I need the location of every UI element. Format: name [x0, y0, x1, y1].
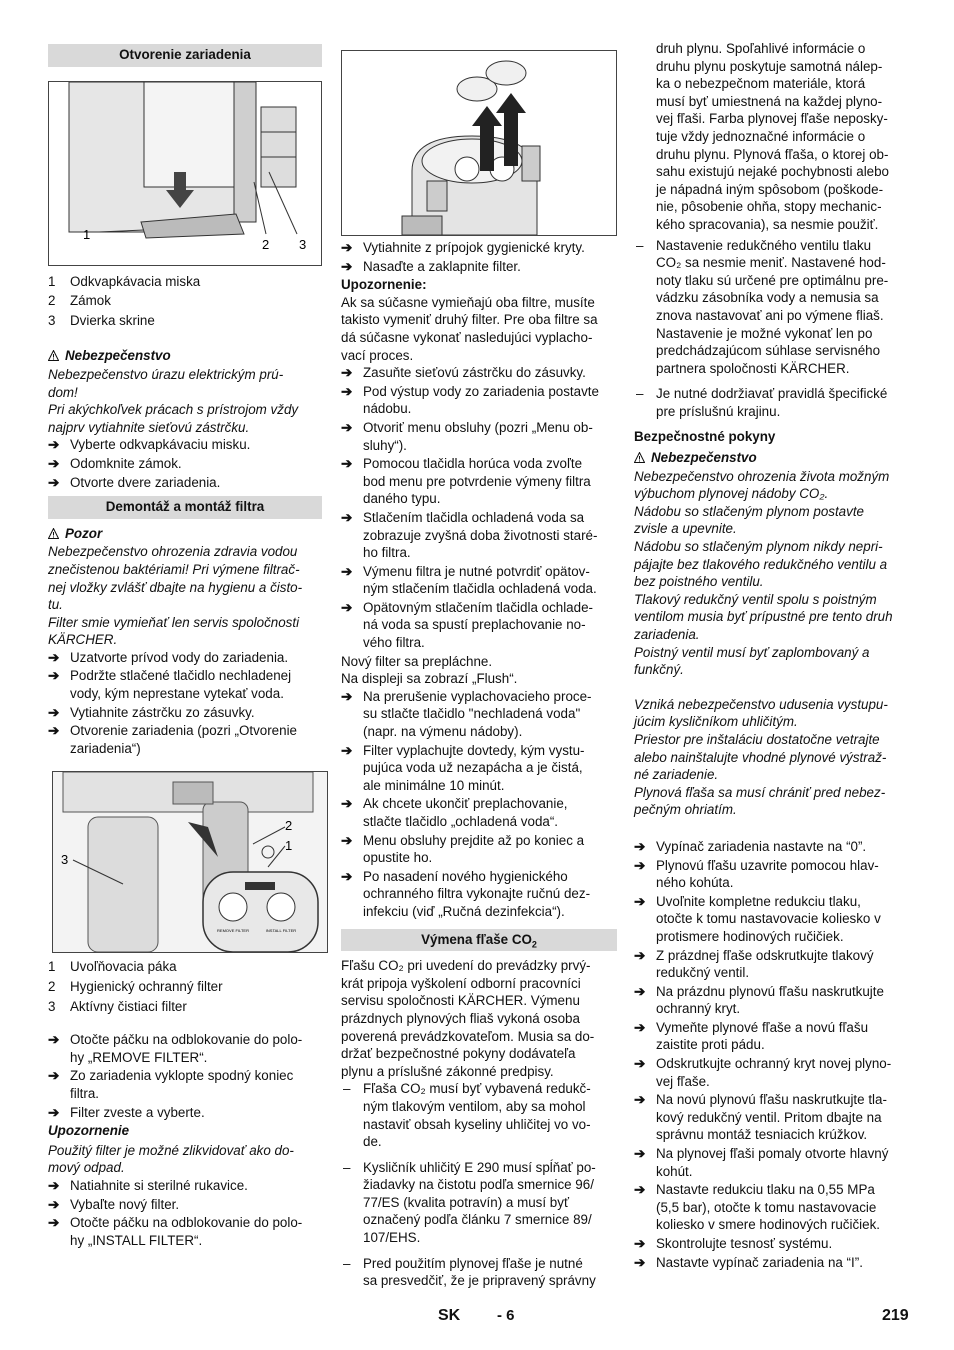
step-item: ➔ Podržte stlačené tlačidlo nechladenej vody, kým neprestane vytekať voda.: [48, 668, 292, 702]
step-item: ➔ Vytiahnite z prípojok gygienické kryty.: [341, 240, 585, 255]
fig2-label: 2: [285, 818, 293, 834]
figure-filter-caps: [341, 50, 617, 236]
dash-list: [634, 237, 910, 421]
step-item: ➔ Po nasadení nového hygienického ochranného filtra vykonajte ručnú dez- infekciu (viď „Ručná dezinfekcia“).: [341, 868, 591, 919]
footer-page-number: 219: [882, 1307, 909, 1324]
footer-page-label: - 6: [497, 1307, 515, 1324]
footer-language: SK: [438, 1307, 461, 1324]
step-item: ➔ Plynovú fľašu uzavrite pomocou hlav- ného kohúta.: [634, 857, 879, 891]
step-item: ➔ Natiahnite si sterilné rukavice.: [48, 1177, 248, 1193]
step-list: [341, 688, 617, 921]
legend-1: [48, 273, 322, 330]
step-item: ➔ Na prázdnu plynovú fľašu naskrutkujte ochranný kryt.: [634, 983, 884, 1017]
caution-text: Nebezpečenstvo ohrozenia zdravia vodou znečistenou baktériami! Pri výmene filtrač- nej vložky zvlášť dbajte na hygienu a čisto- tu. Filter smie vymieňať len servis spoločnosti KÄRCHER.: [48, 544, 303, 648]
section-heading-open-device: Otvorenie zariadenia: [48, 44, 322, 67]
caution-heading: Pozor: [48, 525, 322, 544]
danger-heading: Nebezpečenstvo: [634, 449, 910, 468]
step-item: ➔ Otvorte dvere zariadenia.: [48, 474, 221, 490]
note-text: Ak sa súčasne vymieňajú oba filtre, musíte takisto vymeniť druhý filter. Pre oba filtre sa dá súčasne vykonať nasledujúci vyplacho- vací proces.: [341, 294, 598, 363]
step-item: ➔ Otvoriť menu obsluhy (pozri „Menu ob- sluhy“).: [341, 419, 593, 453]
fig2-small-label: REMOVE FILTER: [217, 928, 249, 934]
co2-paragraph: Fľašu CO₂ pri uvedení do prevádzky prvý- krát pripoja vyškolení odborní pracovníci servisu spoločnosti KÄRCHER. Výmenu prázdnych plynových fliaš vykoná osoba poverená prevádzkovateľom. Musia sa do- držať bezpečnostné pokyny dodávateľa plynu a príslušné zákonné predpisy.: [341, 958, 595, 1079]
step-item: ➔ Uvoľnite kompletne redukciu tlaku, otočte k tomu nastavovacie koliesko v protismere hodinových ručičiek.: [634, 893, 881, 944]
legend-item: 1 Uvoľňovacia páka: [48, 959, 177, 975]
legend-item: 3 Dvierka skrine: [48, 312, 155, 328]
figure-filters: [52, 771, 328, 953]
step-item: ➔ Odskrutkujte ochranný kryt novej plyno- vej fľaše.: [634, 1056, 892, 1089]
step-item: ➔ Zo zariadenia vyklopte spodný koniec filtra.: [48, 1068, 294, 1101]
column-2: [341, 44, 617, 1298]
step-item: ➔ Na prerušenie vyplachovacieho proce- su stlačte tlačidlo "nechladená voda" (napr. na výmenu nádoby).: [341, 688, 592, 740]
step-item: ➔ Pomocou tlačidla horúca voda zvoľte bod menu pre potvrdenie výmeny filtra daného typu.: [341, 456, 591, 507]
dash-item: – Pred použitím plynovej fľaše je nutné sa presvedčiť, že je pripravený správny: [343, 1255, 596, 1289]
warning-triangle-icon: [48, 348, 59, 366]
filter-caps-illustration: [342, 51, 617, 235]
note-heading: Upozornenie:: [341, 277, 427, 293]
section-heading-filter: Demontáž a montáž filtra: [48, 496, 322, 519]
step-list: [48, 436, 322, 491]
step-list: [48, 649, 322, 758]
danger-text: Nebezpečenstvo úrazu elektrickým prú- dom! Pri akýchkoľvek prácach s prístrojom vždy najprv vytiahnite sieťovú zástrčku.: [48, 366, 299, 435]
step-item: ➔ Zasuňte sieťovú zástrčku do zásuvky.: [341, 365, 586, 381]
step-item: ➔ Opätovným stlačením tlačidla ochlade- ná voda sa spustí preplachovanie no- vého filtra.: [341, 599, 593, 651]
filter-illustration: [53, 772, 327, 952]
step-item: ➔ Filter zveste a vyberte.: [48, 1104, 205, 1120]
step-item: ➔ Výmenu filtra je nutné potvrdiť opätov- ným stlačením tlačidla ochladená voda.: [341, 563, 597, 597]
plain-text: Nový filter sa prepláchne. Na displeji sa zobrazí „Flush“.: [341, 653, 518, 687]
step-item: ➔ Vyberte odkvapkávaciu misku.: [48, 437, 251, 453]
step-item: ➔ Pod výstup vody zo zariadenia postavte nádobu.: [341, 383, 599, 417]
note-heading: Upozornenie: [48, 1123, 130, 1139]
legend-item: 3 Aktívny čistiaci filter: [48, 998, 187, 1014]
step-item: ➔ Stlačením tlačidla ochladená voda sa zobrazuje zvyšná doba životnosti staré- ho filtra.: [341, 509, 598, 561]
legend-2: [48, 958, 322, 1015]
note-text: Použitý filter je možné zlikvidovať ako do- mový odpad.: [48, 1142, 294, 1176]
step-item: ➔ Vypínač zariadenia nastavte na “0”.: [634, 838, 867, 854]
fig2-label: 3: [61, 852, 69, 868]
step-item: ➔ Nastavte vypínač zariadenia na “I”.: [634, 1254, 863, 1270]
step-item: ➔ Filter vyplachujte dovtedy, kým vystu- pujúca voda už nezapácha a je čistá, ale minimálne 10 minút.: [341, 742, 585, 793]
step-item: ➔ Skontrolujte tesnosť systému.: [634, 1236, 833, 1251]
legend-item: 2 Zámok: [48, 293, 111, 309]
legend-item: 1 Odkvapkávacia miska: [48, 273, 201, 289]
step-item: ➔ Uzatvorte prívod vody do zariadenia.: [48, 649, 289, 665]
step-item: ➔ Otvorenie zariadenia (pozri „Otvorenie zariadenia“): [48, 723, 298, 756]
dash-item: – Fľaša CO₂ musí byť vybavená redukč- ným tlakovým ventilom, aby sa mohol nastaviť obsah kyseliny uhličitej vo vo- de.: [343, 1081, 591, 1150]
continued-text: druh plynu. Spoľahlivé informácie o druhu plynu poskytuje samotná nálep- ka o nebezpečnom materiále, ktorá musí byť umiestnená na každej plyno- vej fľaši. Farba plynovej fľaše neposky- tuje vždy jednoznačné informácie o druhu plynu. Plynová fľaša, o ktorej ob- sahu existujú nejaké pochybnosti alebo je nápadná iným spôsobom (poškode- nie, pôsobenie ohňa, stopy mechanic- kého spracovania), sa nesmie použiť.: [656, 41, 890, 232]
dash-item: – Kysličník uhličitý E 290 musí spĺňať po- žiadavky na čistotu podľa smernice 96/ 77/ES (kvalita potravín) a musí byť označený podľa článku 7 smernice 89/ 107/EHS.: [343, 1159, 596, 1246]
step-list: [48, 1031, 322, 1121]
fig1-label: 1: [83, 226, 91, 242]
safety-heading: Bezpečnostné pokyny: [634, 429, 776, 445]
dash-list: [341, 1080, 617, 1290]
column-1: [48, 44, 322, 1250]
column-3: [634, 40, 910, 1272]
danger-text-2: Vzniká nebezpečenstvo udusenia vystupu- júcim kysličníkom uhličitým. Priestor pre inštaláciu dostatočne vetrajte alebo nainštalujte vhodné plynové výstraž- né zariadenie. Plynová fľaša sa musí chrániť pred nebez- pečným ohriatím.: [634, 696, 888, 818]
section-heading-co2: Výmena fľaše $CO_2$: [341, 929, 617, 952]
step-item: ➔ Vytiahnite zástrčku zo zásuvky.: [48, 704, 255, 720]
step-item: ➔ Vybaľte nový filter.: [48, 1196, 180, 1212]
warning-triangle-icon: [48, 526, 59, 544]
step-list: [634, 838, 910, 1271]
danger-heading: Nebezpečenstvo: [48, 347, 322, 366]
step-list: [48, 1177, 322, 1249]
dash-item: – Je nutné dodržiavať pravidlá špecifické pre príslušnú krajinu.: [636, 386, 888, 419]
step-item: ➔ Nasaďte a zaklapnite filter.: [341, 258, 521, 274]
step-item: ➔ Odomknite zámok.: [48, 455, 182, 471]
step-list: [341, 364, 617, 652]
legend-item: 2 Hygienický ochranný filter: [48, 979, 223, 995]
step-item: ➔ Nastavte redukciu tlaku na 0,55 MPa (5,5 bar), otočte k tomu nastavovacie koliesko v smere hodinových ručičiek.: [634, 1182, 881, 1233]
step-item: ➔ Ak chcete ukončiť preplachovanie, stlačte tlačidlo „ochladená voda“.: [341, 796, 568, 829]
danger-text: Nebezpečenstvo ohrozenia života možným výbuchom plynovej nádoby CO₂. Nádobu so stlačeným plynom postavte zvisle a upevnite. Nádobu so stlačeným plynom nikdy nepri- pájajte bez tlakového redukčného ventilu a bez poistného ventilu. Tlakový redukčný ventil spolu s poistným ventilom musia byť prípustné pre tento druh zariadenia. Poistný ventil musí byť zaplombovaný a funkčný.: [634, 468, 893, 678]
step-item: ➔ Na novú plynovú fľašu naskrutkujte tla- kový redukčný ventil. Pritom dbajte na správnu montáž tesniacich krúžkov.: [634, 1092, 887, 1143]
step-item: ➔ Menu obsluhy prejdite až po koniec a opustite ho.: [341, 832, 585, 866]
step-item: ➔ Z prázdnej fľaše odskrutkujte tlakový redukčný ventil.: [634, 947, 874, 981]
figure-open-device: [48, 81, 322, 266]
dash-item: – Nastavenie redukčného ventilu tlaku CO₂ sa nesmie meniť. Nastavené hod- noty tlaku sú určené pre optimálnu pre- vádzku zásobníka vody a nemusia sa znova nastavovať ani po výmene fliaš. Nastavenie je možné vykonať len po predchádzajúcom súhlase servisného partnera spoločnosti KÄRCHER.: [636, 237, 889, 376]
step-item: ➔ Vymeňte plynové fľaše a novú fľašu zaistite proti pádu.: [634, 1019, 869, 1053]
fig2-label: 1: [285, 838, 293, 854]
fig1-label: 3: [299, 236, 307, 252]
step-list: [341, 239, 617, 275]
step-item: ➔ Otočte páčku na odblokovanie do polo- hy „INSTALL FILTER“.: [48, 1215, 303, 1248]
fig1-label: 2: [262, 236, 270, 252]
device-door-illustration: [49, 82, 322, 265]
fig2-small-label: INSTALL FILTER: [265, 928, 297, 934]
warning-triangle-icon: [634, 450, 645, 468]
step-item: ➔ Na plynovej fľaši pomaly otvorte hlavný kohút.: [634, 1146, 889, 1179]
step-item: ➔ Otočte páčku na odblokovanie do polo- hy „REMOVE FILTER“.: [48, 1032, 303, 1065]
